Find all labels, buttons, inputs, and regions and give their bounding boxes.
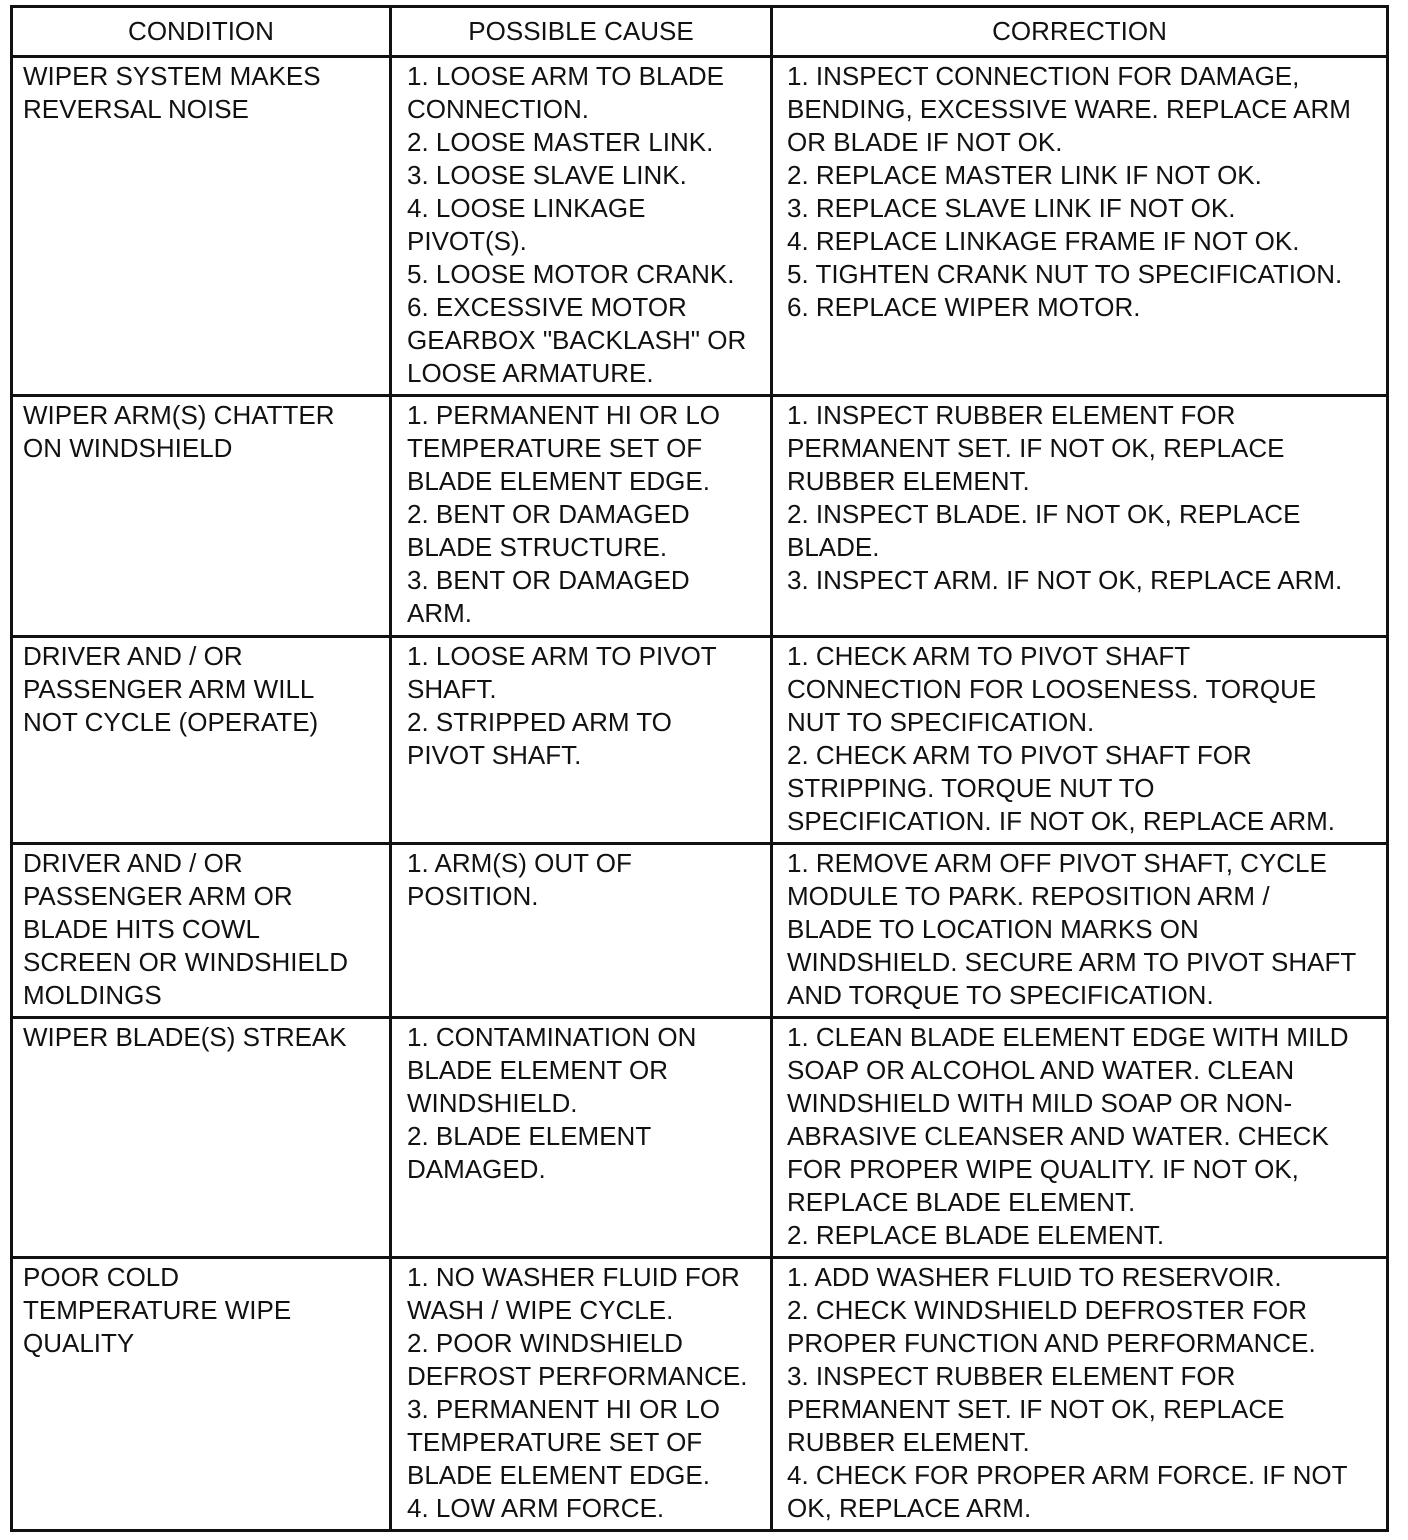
correction-text: 1. INSPECT CONNECTION FOR DAMAGE, BENDING, EXCESSIVE WARE. REPLACE ARM OR BLADE IF NOT OK. 2. REPLACE MASTER LINK IF NOT OK. 3. REPLACE SLAVE LINK IF NOT OK. 4. REPLACE LINKAGE FRAME IF NOT OK. 5. TIGHTEN CRANK NUT TO SPECIFICATION. 6. REPLACE WIPER MOTOR. [787,61,1351,322]
header-possible-cause: POSSIBLE CAUSE [391,7,772,57]
condition-text: POOR COLD TEMPERATURE WIPE QUALITY [23,1262,292,1358]
table-row [12,396,1388,637]
condition-text: WIPER ARM(S) CHATTER ON WINDSHIELD [23,400,335,463]
condition-text: DRIVER AND / OR PASSENGER ARM WILL NOT CYCLE (OPERATE) [23,641,319,737]
condition-cell [12,57,391,396]
correction-text: 1. REMOVE ARM OFF PIVOT SHAFT, CYCLE MODULE TO PARK. REPOSITION ARM / BLADE TO LOCATION MARKS ON WINDSHIELD. SECURE ARM TO PIVOT SHAFT AND TORQUE TO SPECIFICATION. [787,848,1357,1010]
cause-cell [391,1258,772,1531]
table-row [12,57,1388,396]
correction-cell [772,637,1388,844]
cause-cell [391,844,772,1018]
condition-cell [12,844,391,1018]
condition-cell [12,637,391,844]
condition-cell [12,1258,391,1531]
correction-text: 1. ADD WASHER FLUID TO RESERVOIR. 2. CHECK WINDSHIELD DEFROSTER FOR PROPER FUNCTION AND PERFORMANCE. 3. INSPECT RUBBER ELEMENT FOR PERMANENT SET. IF NOT OK, REPLACE RUBBER ELEMENT. 4. CHECK FOR PROPER ARM FORCE. IF NOT OK, REPLACE ARM. [787,1262,1348,1523]
correction-text: 1. INSPECT RUBBER ELEMENT FOR PERMANENT SET. IF NOT OK, REPLACE RUBBER ELEMENT. 2. INSPECT BLADE. IF NOT OK, REPLACE BLADE. 3. INSPECT ARM. IF NOT OK, REPLACE ARM. [787,400,1343,595]
cause-text: 1. CONTAMINATION ON BLADE ELEMENT OR WINDSHIELD. 2. BLADE ELEMENT DAMAGED. [407,1022,697,1184]
cause-cell [391,637,772,844]
table-row [12,844,1388,1018]
cause-text: 1. NO WASHER FLUID FOR WASH / WIPE CYCLE. 2. POOR WINDSHIELD DEFROST PERFORMANCE. 3. PERMANENT HI OR LO TEMPERATURE SET OF BLADE ELEMENT EDGE. 4. LOW ARM FORCE. [407,1262,748,1523]
correction-text: 1. CLEAN BLADE ELEMENT EDGE WITH MILD SOAP OR ALCOHOL AND WATER. CLEAN WINDSHIELD WITH MILD SOAP OR NON- ABRASIVE CLEANSER AND WATER. CHECK FOR PROPER WIPE QUALITY. IF NOT OK, REPLACE BLADE ELEMENT. 2. REPLACE BLADE ELEMENT. [787,1022,1349,1250]
correction-cell [772,1258,1388,1531]
correction-cell [772,396,1388,637]
condition-text: DRIVER AND / OR PASSENGER ARM OR BLADE HITS COWL SCREEN OR WINDSHIELD MOLDINGS [23,848,349,1010]
cause-cell [391,57,772,396]
header-condition: CONDITION [12,7,391,57]
cause-cell [391,396,772,637]
table-row [12,1258,1388,1531]
condition-cell [12,396,391,637]
cause-text: 1. PERMANENT HI OR LO TEMPERATURE SET OF BLADE ELEMENT EDGE. 2. BENT OR DAMAGED BLADE STRUCTURE. 3. BENT OR DAMAGED ARM. [407,400,721,628]
correction-cell [772,57,1388,396]
cause-text: 1. ARM(S) OUT OF POSITION. [407,848,632,911]
cause-text: 1. LOOSE ARM TO PIVOT SHAFT. 2. STRIPPED ARM TO PIVOT SHAFT. [407,641,717,770]
cause-text: 1. LOOSE ARM TO BLADE CONNECTION. 2. LOOSE MASTER LINK. 3. LOOSE SLAVE LINK. 4. LOOSE LINKAGE PIVOT(S). 5. LOOSE MOTOR CRANK. 6. EXCESSIVE MOTOR GEARBOX "BACKLASH" OR LOOSE ARMATURE. [407,61,747,388]
diagnosis-table [10,5,1389,1532]
condition-text: WIPER BLADE(S) STREAK [23,1022,347,1052]
cause-cell [391,1018,772,1258]
condition-text: WIPER SYSTEM MAKES REVERSAL NOISE [23,61,321,124]
table-row [12,637,1388,844]
header-row [12,7,1388,57]
correction-cell [772,1018,1388,1258]
condition-cell [12,1018,391,1258]
table-row [12,1018,1388,1258]
header-correction: CORRECTION [772,7,1388,57]
correction-text: 1. CHECK ARM TO PIVOT SHAFT CONNECTION FOR LOOSENESS. TORQUE NUT TO SPECIFICATION. 2. CHECK ARM TO PIVOT SHAFT FOR STRIPPING. TORQUE NUT TO SPECIFICATION. IF NOT OK, REPLACE ARM. [787,641,1336,836]
correction-cell [772,844,1388,1018]
